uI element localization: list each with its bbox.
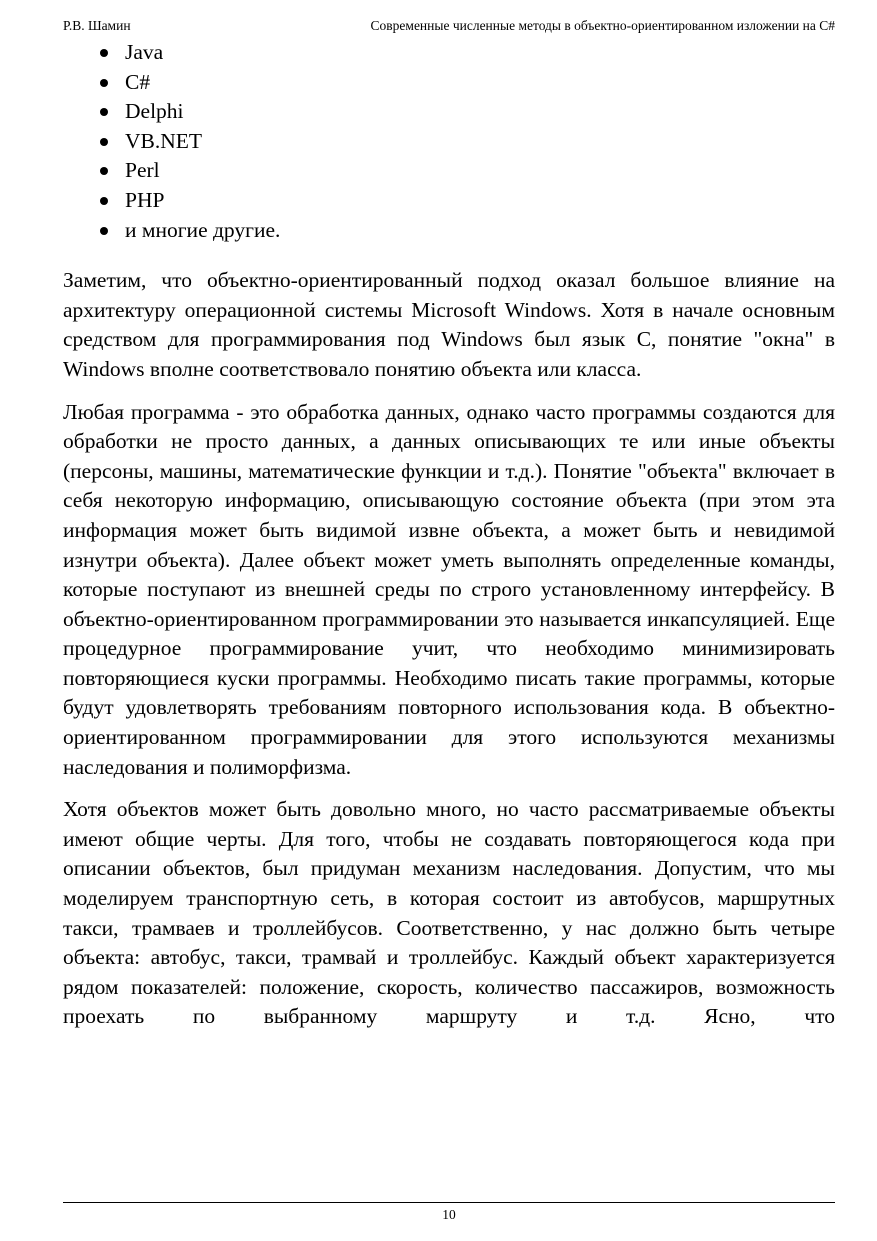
list-item (63, 216, 835, 246)
paragraph-windows: Заметим, что объектно-ориентированный подход оказал большое влияние на архитектуру операционной системы Microsoft Windows. Хотя в начале основным средством для программирования под Windows был язык C, понятие "окна" в Windows вполне соответствовало понятию объекта или класса. (63, 268, 835, 381)
list-item (63, 127, 835, 157)
list-item-text: Perl (125, 158, 160, 183)
language-list (63, 38, 835, 245)
list-item-text: Java (125, 40, 164, 64)
list-item-text: PHP (125, 187, 165, 212)
header-title: Современные численные методы в объектно-ориентированном изложении на C# (370, 18, 835, 33)
bullet-icon (100, 227, 108, 235)
bullet-icon (100, 138, 108, 146)
list-item-text: C# (125, 69, 151, 94)
paragraph-encapsulation: Любая программа - это обработка данных, однако часто программы создаются для обработки не просто данных, а данных описывающих те или иные объекты (персоны, машины, математические функции и т.д.). Понятие "объекта" включает в себя некоторую информацию, описывающую состояние объекта (при этом эта информация может быть видимой извне объекта, а может быть и невидимой изнутри объекта). Далее объект может уметь выполнять определенные команды, которые поступают из внешней среды по строго установленному интерфейсу. В объектно-ориентированном программировании это называется инкапсуляцией. Еще процедурное программирование учит, что необходимо минимизировать повторяющиеся куски программы. Необходимо писать такие программы, которые будут удовлетворять требованиям повторного использования кода. В объектно-ориентированном программировании для этого используются механизмы наследования и полиморфизма. (63, 399, 835, 779)
list-item-text: и многие другие. (125, 217, 281, 242)
list-item-text: VB.NET (125, 128, 203, 153)
bullet-icon (100, 49, 108, 57)
list-item (63, 186, 835, 216)
page-header (63, 16, 835, 36)
footer-divider (63, 1202, 835, 1203)
paragraph-inheritance: Хотя объектов может быть довольно много, но часто рассматриваемые объекты имеют общие черты. Для того, чтобы не создавать повторяющегося кода при описании объектов, был придуман механизм наследования. Допустим, что мы моделируем транспортную сеть, в которая состоит из автобусов, маршрутных такси, трамваев и троллейбусов. Соответственно, у нас должно быть четыре объекта: автобус, такси, трамвай и троллейбус. Каждый объект характеризуется рядом показателей: положение, скорость, количество пассажиров, возможность проехать по выбранному маршруту и т.д. Ясно, что (63, 797, 835, 1029)
bullet-icon (100, 79, 108, 87)
list-item-text: Delphi (125, 99, 184, 124)
page-number: 10 (442, 1207, 456, 1222)
list-item (63, 68, 835, 98)
list-item (63, 156, 835, 186)
list-item (63, 97, 835, 127)
page-content (63, 38, 835, 1032)
bullet-icon (100, 108, 108, 116)
bullet-icon (100, 167, 108, 175)
list-item (63, 38, 835, 68)
header-author: Р.В. Шамин (63, 18, 131, 33)
bullet-icon (100, 197, 108, 205)
